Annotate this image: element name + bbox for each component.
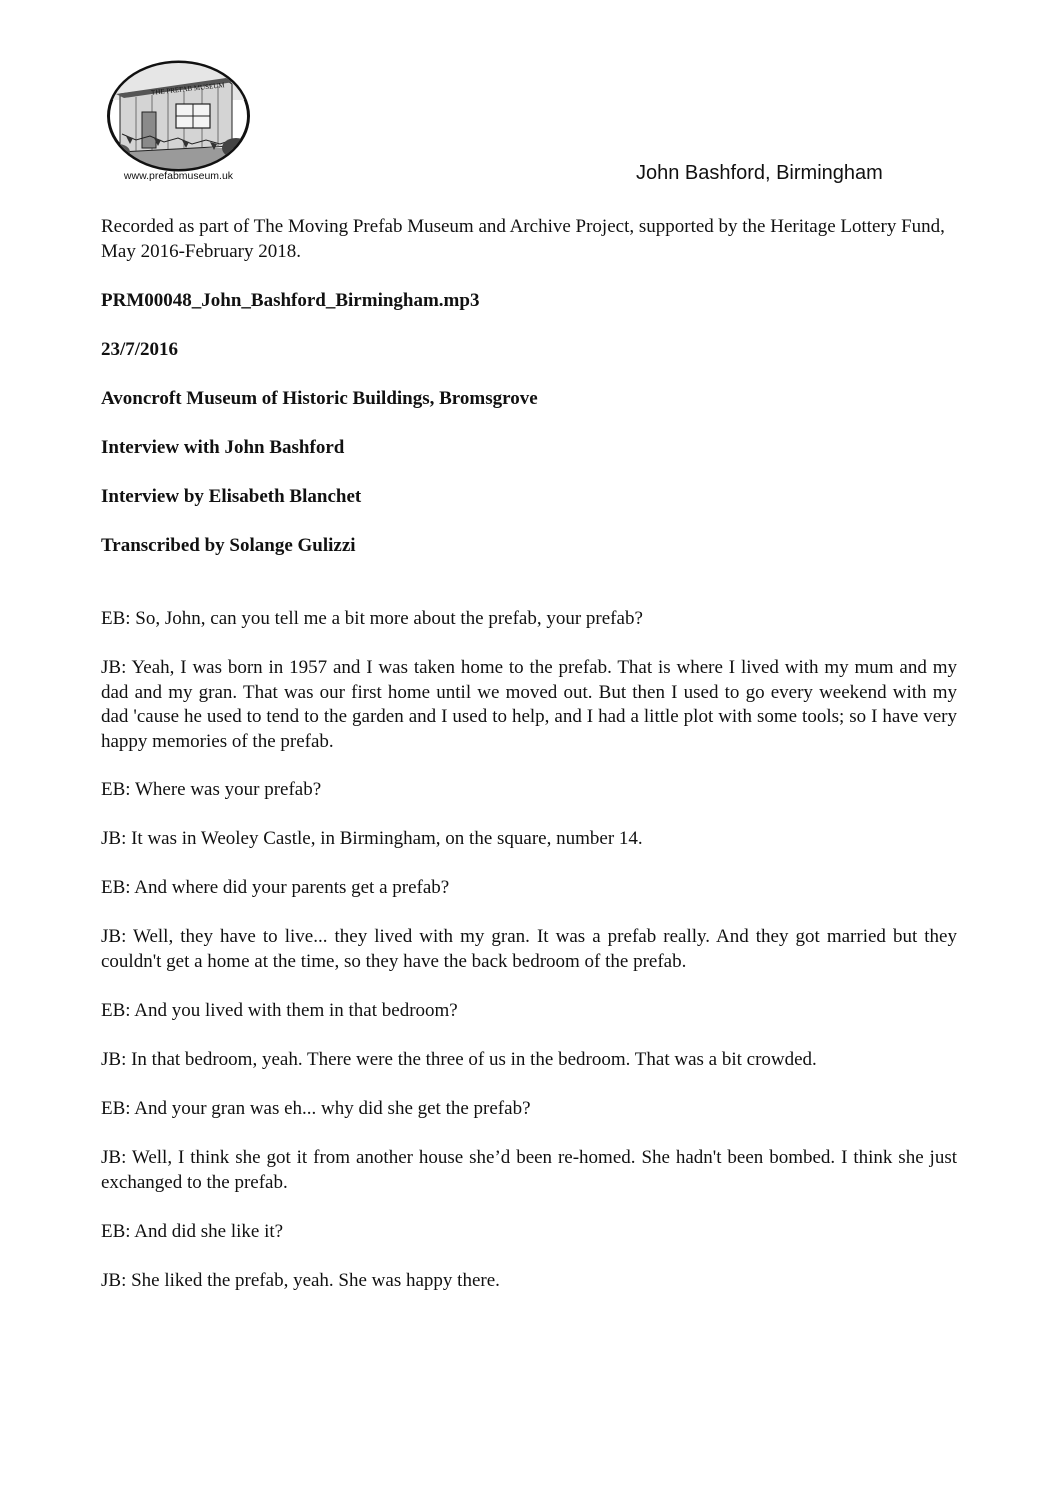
interviewer-line: Interview by Elisabeth Blanchet	[101, 486, 362, 507]
transcript-line: EB: And you lived with them in that bedroom?	[101, 1000, 458, 1021]
transcript-line: EB: And did she like it?	[101, 1221, 284, 1242]
transcript-line: EB: So, John, can you tell me a bit more about the prefab, your prefab?	[101, 608, 643, 629]
transcript-line: JB: Yeah, I was born in 1957 and I was taken home to the prefab. That is where I lived with my mum and my dad and my gran. That was our first home until we moved out. But then I used to go every weekend with my dad 'cause he used to tend to the garden and I used to help, and I had a little plot with some tools; so I have very happy memories of the prefab.	[101, 657, 957, 752]
transcript-line: JB: She liked the prefab, yeah. She was happy there.	[101, 1270, 500, 1291]
transcriber-line: Transcribed by Solange Gulizzi	[101, 535, 356, 556]
transcript-line: JB: Well, they have to live... they lived with my gran. It was a prefab really. And they got married but they couldn't get a home at the time, so they have the back bedroom of the prefab.	[101, 926, 957, 972]
transcript-line: JB: It was in Weoley Castle, in Birmingham, on the square, number 14.	[101, 828, 643, 849]
transcript-line: JB: In that bedroom, yeah. There were the three of us in the bedroom. That was a bit crowded.	[101, 1049, 817, 1070]
transcript-line: EB: And where did your parents get a prefab?	[101, 877, 450, 898]
intro-paragraph: Recorded as part of The Moving Prefab Museum and Archive Project, supported by the Heritage Lottery Fund, May 2016-February 2018.	[101, 216, 945, 262]
prefab-museum-logo	[106, 60, 251, 188]
transcript-line: EB: Where was your prefab?	[101, 779, 322, 800]
interview-date: 23/7/2016	[101, 339, 179, 360]
header-name-location: John Bashford, Birmingham	[636, 162, 883, 184]
interviewee-line: Interview with John Bashford	[101, 437, 345, 458]
transcript-line: EB: And your gran was eh... why did she get the prefab?	[101, 1098, 531, 1119]
audio-filename: PRM00048_John_Bashford_Birmingham.mp3	[101, 290, 480, 311]
logo-url-text: www.prefabmuseum.uk	[123, 170, 234, 182]
logo-sign-text: THE PREFAB MUSEUM	[150, 81, 225, 97]
prefab-house-logo-image	[106, 60, 251, 172]
interview-location: Avoncroft Museum of Historic Buildings, Bromsgrove	[101, 388, 538, 409]
transcript-line: JB: Well, I think she got it from another house she’d been re-homed. She hadn't been bombed. I think she just exchanged to the prefab.	[101, 1147, 957, 1193]
